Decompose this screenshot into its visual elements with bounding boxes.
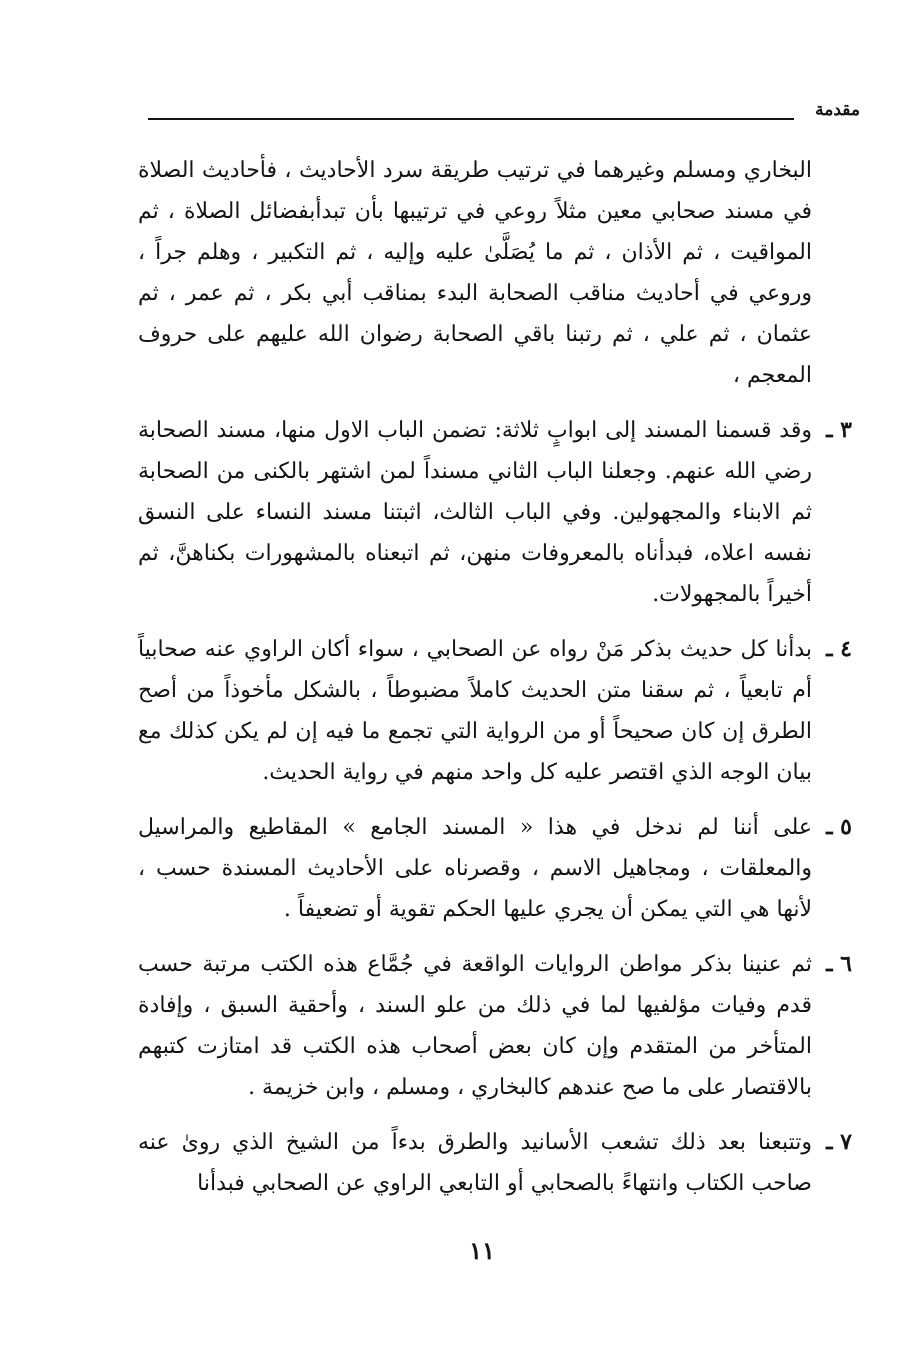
list-item-3: [138, 410, 852, 615]
item-text: على أننا لم ندخل في هذا « المسند الجامع » المقاطيع والمراسيل والمعلقات ، ومجاهيل الاسم ، وقصرناه على الأحاديث المسندة حسب ، لأنها هي التي يمكن أن يجري عليها الحكم تقوية أو تضعيفاً .: [138, 815, 812, 922]
item-text: وتتبعنا بعد ذلك تشعب الأسانيد والطرق بدءاً من الشيخ الذي روىٰ عنه صاحب الكتاب وانتهاءً بالصحابي أو التابعي الراوي عن الصحابي فبدأنا: [138, 1130, 812, 1196]
list-item-7: [138, 1122, 852, 1204]
item-number: ٥ ـ: [826, 814, 852, 840]
list-item-6: [138, 944, 852, 1108]
body-text: [138, 150, 852, 1204]
item-number: ٤ ـ: [826, 636, 852, 662]
item-text: ثم عنينا بذكر مواطن الروايات الواقعة في جُمَّاع هذه الكتب مرتبة حسب قدم وفيات مؤلفيها لما في ذلك من علو السند ، وأحقية السبق ، وإفادة المتأخر من المتقدم وإن كان بعض أصحاب هذه الكتب قد امتازت كتبهم بالاقتصار على ما صح عندهم كالبخاري ، ومسلم ، وابن خزيمة .: [138, 952, 812, 1100]
item-number: ٦ ـ: [826, 951, 852, 977]
item-number: ٣ ـ: [826, 417, 852, 443]
item-number: ٧ ـ: [826, 1129, 852, 1155]
intro-paragraph: البخاري ومسلم وغيرهما في ترتيب طريقة سرد الأحاديث ، فأحاديث الصلاة في مسند صحابي معين مثلاً روعي في ترتيبها بأن تبدأبفضائل الصلاة ، ثم المواقيت ، ثم الأذان ، ثم ما يُصَلَّىٰ عليه وإليه ، ثم التكبير ، وهلم جراً ، وروعي في أحاديث مناقب الصحابة البدء بمناقب أبي بكر ، ثم عمر ، ثم عثمان ، ثم علي ، ثم رتبنا باقي الصحابة رضوان الله عليهم على حروف المعجم ،: [138, 158, 812, 388]
item-text: بدأنا كل حديث بذكر مَنْ رواه عن الصحابي ، سواء أكان الراوي عنه صحابياً أم تابعياً ، ثم سقنا متن الحديث كاملاً مضبوطاً ، بالشكل مأخوذاً من أصح الطرق إن كان صحيحاً أو من الرواية التي تجمع ما فيه إن لم يكن كذلك مع بيان الوجه الذي اقتصر عليه كل واحد منهم في رواية الحديث.: [138, 637, 812, 785]
list-item-5: [138, 807, 852, 930]
page-number: ١١: [469, 1236, 495, 1265]
item-text: وقد قسمنا المسند إلى ابوابٍ ثلاثة: تضمن الباب الاول منها، مسند الصحابة رضي الله عنهم. وجعلنا الباب الثاني مسنداً لمن اشتهر بالكنى من الصحابة ثم الابناء والمجهولين. وفي الباب الثالث، اثبتنا مسند النساء على النسق نفسه اعلاه، فبدأناه بالمعروفات منهن، ثم اتبعناه بالمشهورات بكناهنَّ، ثم أخيراً بالمجهولات.: [138, 418, 812, 607]
section-title: مقدمة: [815, 100, 860, 120]
running-header: [148, 100, 860, 130]
list-item-4: [138, 629, 852, 793]
header-rule: [148, 118, 794, 120]
